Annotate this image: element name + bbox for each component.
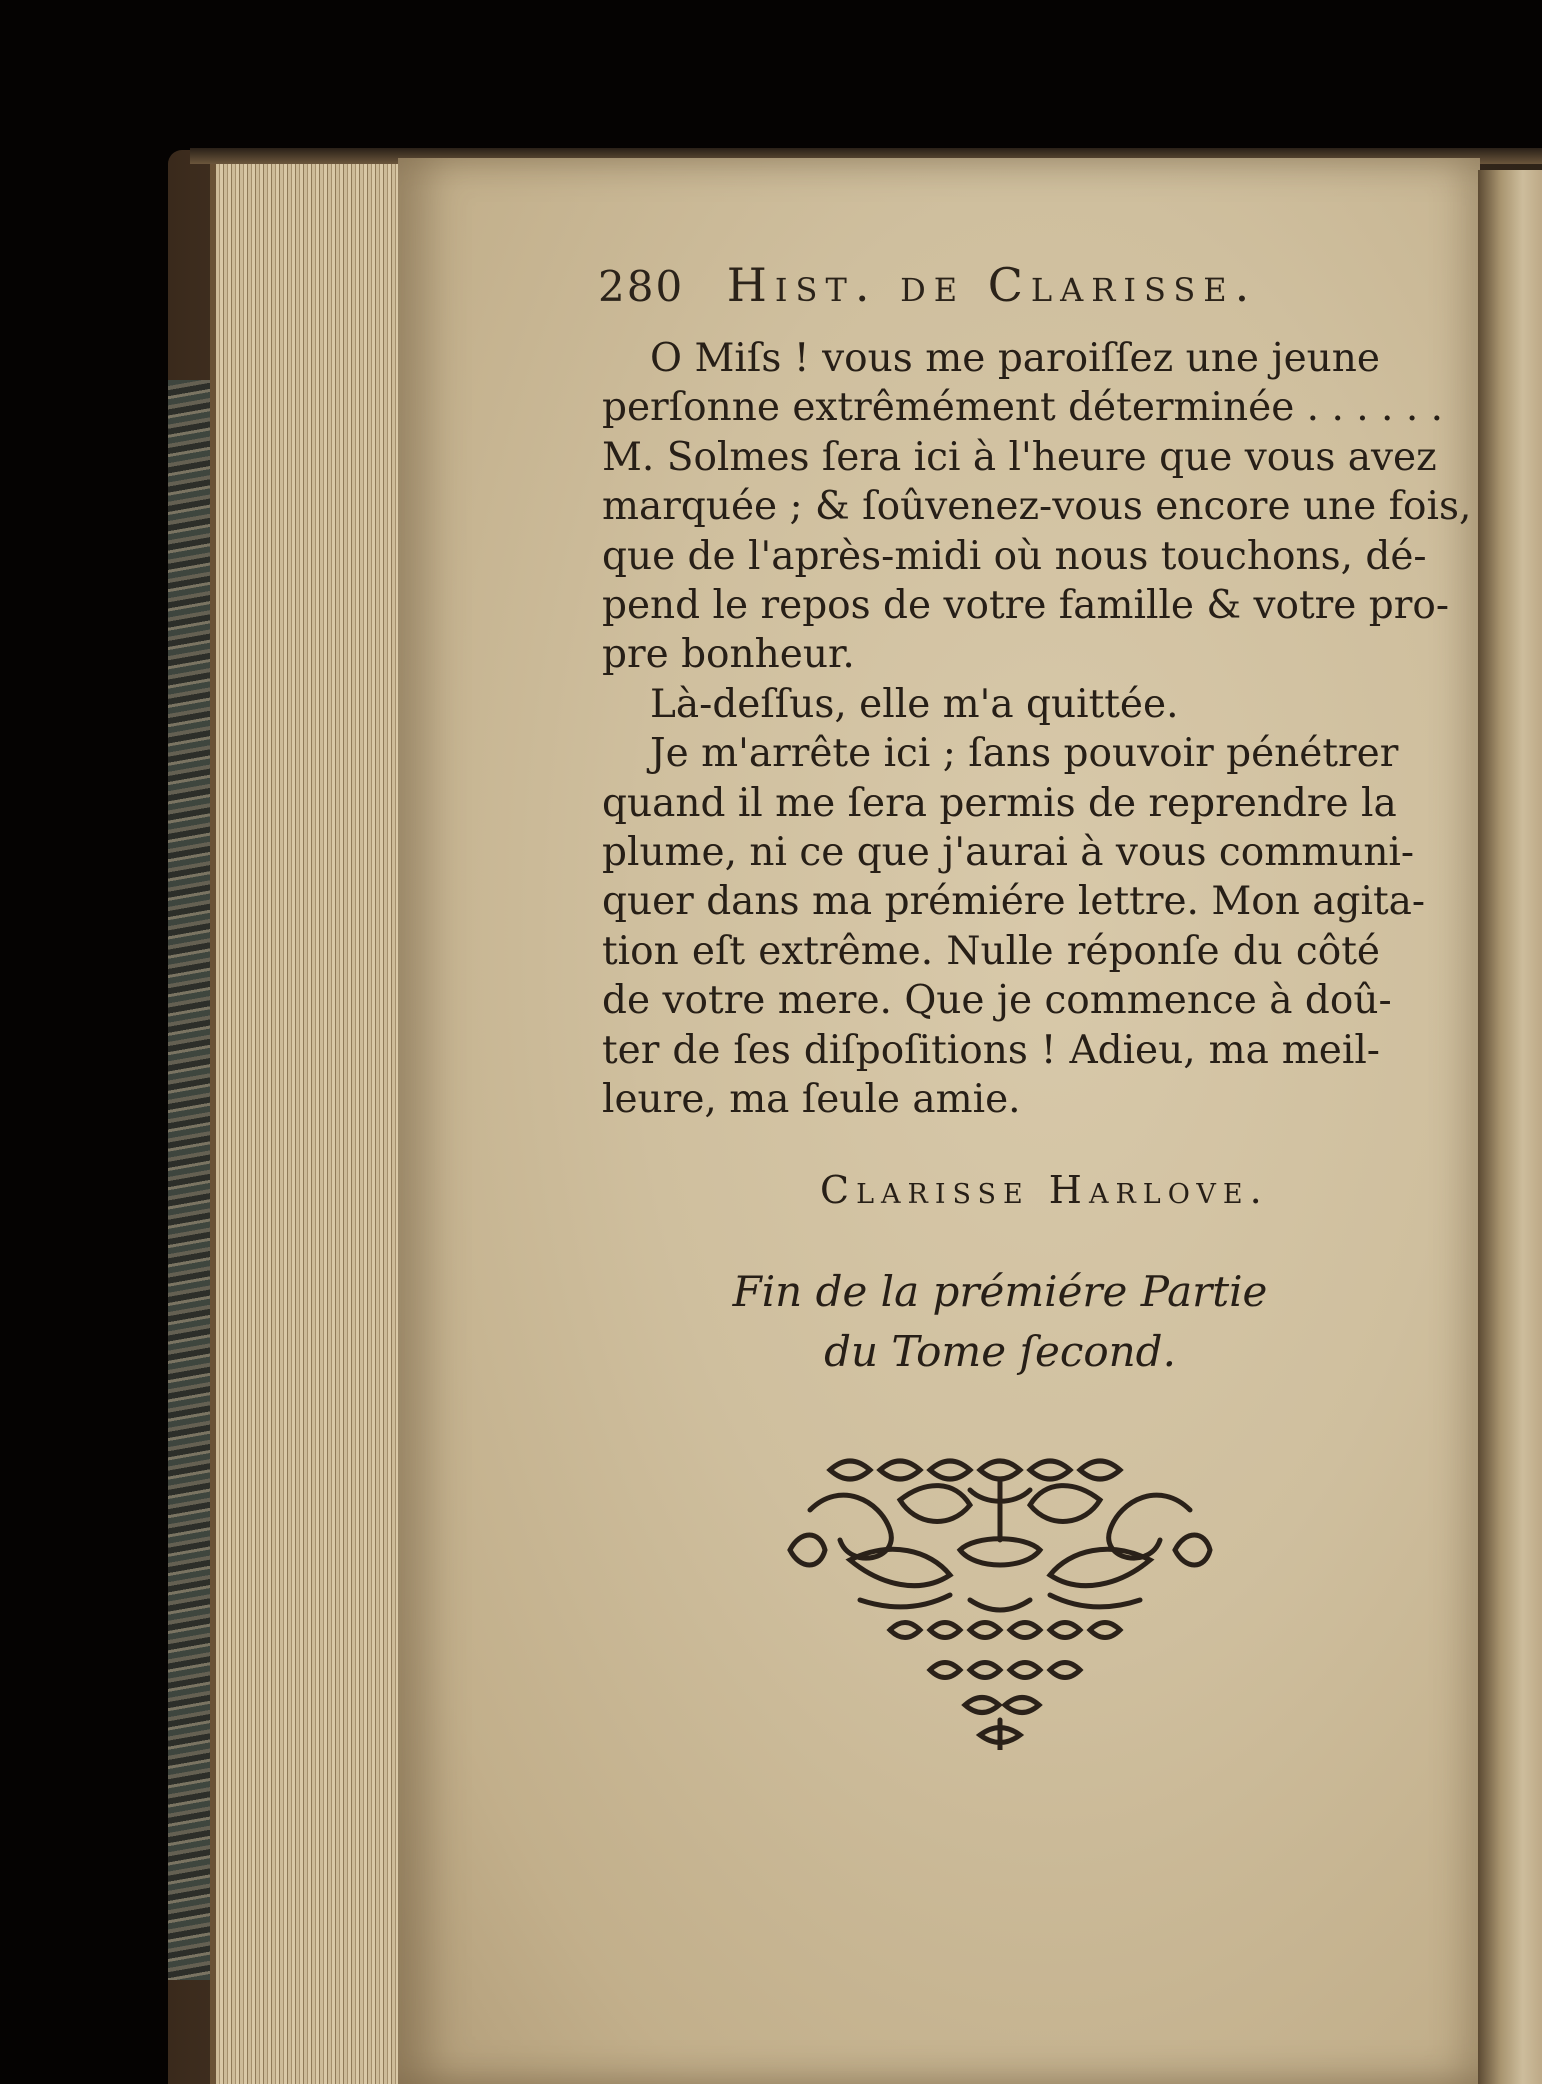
- text-line: leure, ma ſeule amie.: [602, 1077, 1021, 1123]
- text-line: tion eſt extrême. Nulle réponſe du côté: [602, 928, 1380, 974]
- fleuron-tailpiece-icon: [770, 1450, 1230, 1750]
- page-edges: [210, 160, 416, 2084]
- text-line: Je m'arrête ici ; ſans pouvoir pénétrer: [650, 731, 1399, 777]
- text-line: perſonne extrêmément déterminée . . . . . .: [602, 385, 1444, 431]
- text-line: plume, ni ce que j'aurai à vous communi-: [602, 830, 1415, 876]
- text-line: pend le repos de votre famille & votre pro-: [602, 583, 1450, 629]
- running-title: Hist. de Clarisse.: [726, 258, 1258, 312]
- end-note: [700, 1262, 1300, 1382]
- text-line: quand il me ſera permis de reprendre la: [602, 780, 1397, 826]
- text-line: pre bonheur.: [602, 632, 855, 678]
- running-head: [598, 258, 1298, 318]
- text-line: O Miſs ! vous me paroiſſez une jeune: [650, 336, 1380, 381]
- text-line: de votre mere. Que je commence à doû-: [602, 978, 1392, 1024]
- text-line: Là-deſſus, elle m'a quittée.: [650, 681, 1179, 727]
- text-line: ter de ſes diſpoſitions ! Adieu, ma meil-: [602, 1027, 1380, 1073]
- signature: Clarisse Harlove.: [820, 1168, 1269, 1212]
- marbled-cover-edge: [168, 380, 214, 1980]
- facing-page-gutter: [1478, 170, 1542, 2084]
- end-note-line-2: du Tome ſecond.: [824, 1327, 1176, 1376]
- text-line: que de l'après-midi où nous touchons, dé-: [602, 533, 1427, 579]
- text-line: M. Solmes ſera ici à l'heure que vous avez: [602, 434, 1437, 480]
- page-number: 280: [598, 262, 685, 311]
- text-line: quer dans ma prémiére lettre. Mon agita-: [602, 879, 1426, 925]
- end-note-line-1: Fin de la prémiére Partie: [732, 1267, 1268, 1316]
- body-text: [602, 334, 1472, 1125]
- text-line: marquée ; & ſoûvenez-vous encore une fois,: [602, 484, 1472, 530]
